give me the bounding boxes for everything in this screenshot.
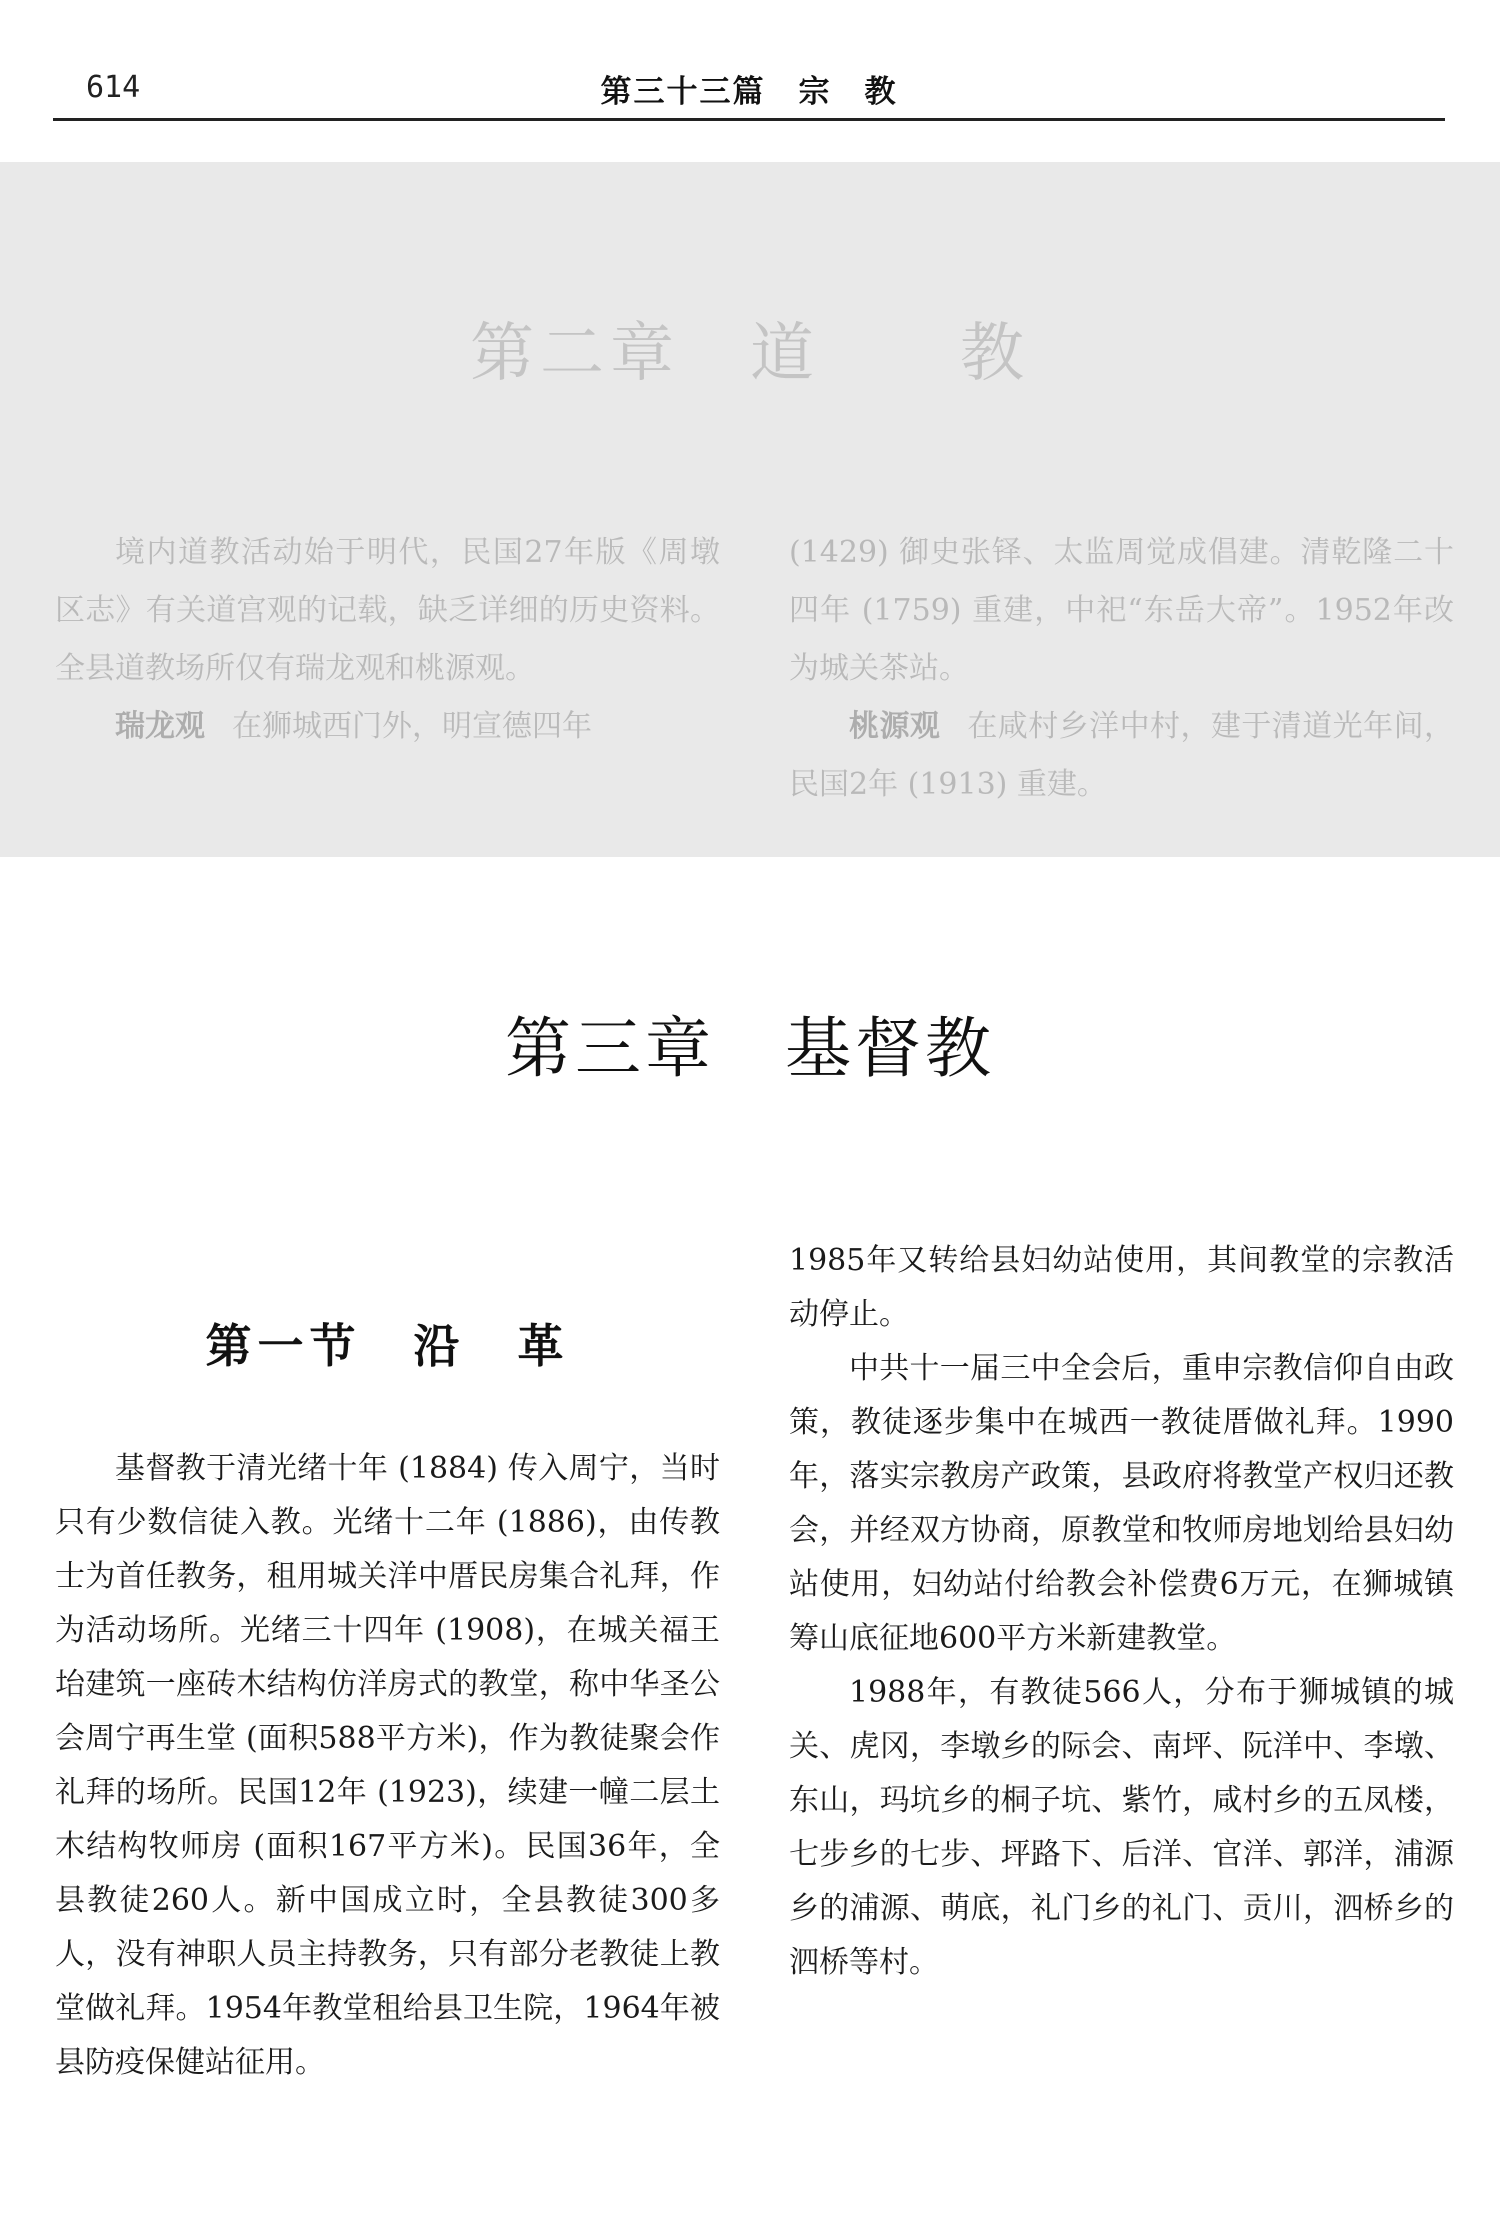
entry-ruilong [55, 698, 720, 756]
entry-taoyuan-name: 桃源观 [849, 709, 941, 744]
entry-ruilong-text-cont: (1429) 御史张铎、太监周觉成倡建。清乾隆二十四年 (1759) 重建，中祀“东岳大帝”。1952年改为城关茶站。 [789, 535, 1454, 686]
entry-ruilong-text-start: 在狮城西门外，明宣德四年 [232, 709, 592, 744]
entry-ruilong-name: 瑞龙观 [115, 709, 205, 744]
section1-title: 第一节 沿 革 [205, 1319, 570, 1373]
section1-paragraph-1: 基督教于清光绪十年 (1884) 传入周宁，当时只有少数信徒入教。光绪十二年 (1886)，由传教士为首任教务，租用城关洋中厝民房集合礼拜，作为活动场所。光绪三十四年 (1908)，在城关福王坮建筑一座砖木结构仿洋房式的教堂，称中华圣公会周宁再生堂 (面积588平方米)，作为教徒聚会作礼拜的场所。民国12年 (1923)，续建一幢二层土木结构牧师房 (面积167平方米)。民国36年，全县教徒260人。新中国成立时，全县教徒300多人，没有神职人员主持教务，只有部分老教徒上教堂做礼拜。1954年教堂租给县卫生院，1964年被县防疫保健站征用。 [55, 1451, 720, 2080]
chapter2-left-column [55, 524, 720, 756]
section1-paragraph-2: 中共十一届三中全会后，重申宗教信仰自由政策，教徒逐步集中在城西一教徒厝做礼拜。1990年，落实宗教房产政策，县政府将教堂产权归还教会，并经双方协商，原教堂和牧师房地划给县妇幼站使用，妇幼站付给教会补偿费6万元，在狮城镇筹山底征地600平方米新建教堂。 [789, 1351, 1454, 1656]
entry-taoyuan-text: 在咸村乡洋中村，建于清道光年间，民国2年 (1913) 重建。 [789, 709, 1455, 802]
chapter2-intro: 境内道教活动始于明代，民国27年版《周墩区志》有关道宫观的记载，缺乏详细的历史资料。全县道教场所仅有瑞龙观和桃源观。 [55, 535, 720, 686]
chapter3-title: 第三章 基督教 [505, 1010, 995, 1087]
section1-paragraph-1-cont: 1985年又转给县妇幼站使用，其间教堂的宗教活动停止。 [789, 1243, 1454, 1332]
entry-taoyuan [789, 698, 1454, 814]
page-number: 614 [86, 70, 141, 105]
section1-paragraph-3: 1988年，有教徒566人，分布于狮城镇的城关、虎冈，李墩乡的际会、南坪、阮洋中、李墩、东山，玛坑乡的桐子坑、紫竹，咸村乡的五凤楼，七步乡的七步、坪路下、后洋、官洋、郭洋，浦源乡的浦源、萌底，礼门乡的礼门、贡川，泗桥乡的泗桥等村。 [789, 1675, 1454, 1980]
chapter2-right-column [789, 524, 1454, 814]
page-header [53, 60, 1445, 121]
chapter2-shaded-block [0, 162, 1500, 857]
section1-left-column [55, 1442, 720, 2090]
chapter2-title: 第二章 道 教 [470, 317, 1030, 391]
section1-right-column [789, 1234, 1454, 1990]
running-title: 第三十三篇 宗 教 [600, 74, 898, 110]
